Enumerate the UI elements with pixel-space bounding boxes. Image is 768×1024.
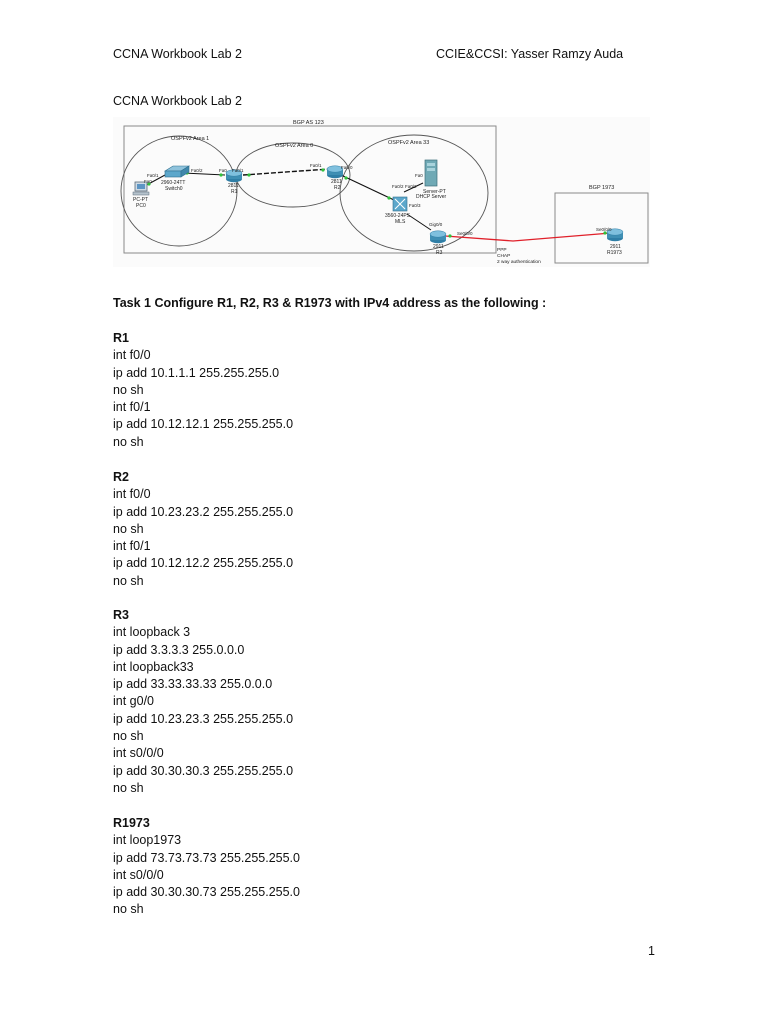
config-line: int f0/0	[113, 348, 151, 363]
port-label: Fa0	[219, 168, 227, 173]
config-block-r2	[113, 469, 293, 590]
r2-name: R2	[334, 185, 341, 191]
port-label: Fa0/2	[392, 184, 404, 189]
network-topology-diagram	[113, 117, 650, 267]
switch0-model: 2960-24TT	[161, 180, 186, 186]
config-line: no sh	[113, 780, 144, 795]
header-right: CCIE&CCSI: Yasser Ramzy Auda	[436, 47, 624, 61]
config-line: int f0/0	[113, 487, 151, 502]
r2-model: 2811	[331, 179, 342, 185]
config-line: int loop1973	[113, 833, 182, 848]
server-icon	[425, 160, 437, 186]
port-label: Fa0	[144, 179, 152, 184]
device-heading: R1973	[113, 816, 150, 830]
switch0-name: Switch0	[165, 186, 183, 192]
server-name: DHCP Server	[416, 194, 447, 200]
config-line: int f0/1	[113, 400, 151, 415]
pc0-name: PC0	[136, 203, 146, 209]
router-icon	[430, 231, 446, 243]
device-heading: R1	[113, 331, 129, 345]
multilayer-switch-icon	[393, 197, 407, 211]
device-heading: R2	[113, 470, 129, 484]
port-label: Fa0/1	[147, 173, 159, 178]
link-up-dot	[448, 234, 451, 237]
port-label: Fa0/2	[405, 184, 417, 189]
r1973-name: R1973	[607, 250, 622, 256]
config-line: ip add 10.23.23.2 255.255.255.0	[113, 504, 294, 519]
config-line: ip add 10.12.12.2 255.255.255.0	[113, 556, 294, 571]
task-heading: Task 1 Configure R1, R2, R3 & R1973 with IPv4 address as the following :	[113, 296, 547, 310]
port-label: Se0/0/0	[457, 231, 473, 236]
link-up-dot	[321, 168, 324, 171]
port-label: Se0/0/0	[596, 227, 612, 232]
port-label: Fa0/1	[310, 163, 322, 168]
link-up-dot	[247, 173, 250, 176]
device-heading: R3	[113, 608, 129, 622]
config-block-r3	[113, 607, 293, 797]
mls-name: MLS	[395, 219, 406, 225]
config-line: no sh	[113, 521, 144, 536]
ospf-area-33-label: OSPFv2 Area 33	[388, 140, 430, 146]
ospf-area-0-label: OSPFv2 Area 0	[275, 143, 314, 149]
config-line: ip add 30.30.30.3 255.255.255.0	[113, 763, 294, 778]
server-model: Server-PT	[423, 189, 446, 195]
r1-model: 2811	[228, 183, 239, 189]
config-line: ip add 73.73.73.73 255.255.255.0	[113, 850, 300, 865]
config-line: no sh	[113, 902, 144, 917]
config-line: ip add 10.23.23.3 255.255.255.0	[113, 711, 294, 726]
config-block-r1973	[113, 815, 300, 919]
bgp-as-label: BGP AS 123	[293, 120, 324, 126]
port-label: Fa0/0	[341, 165, 353, 170]
config-line: int loopback 3	[113, 625, 191, 640]
ospf-area-1-label: OSPFv2 Area 1	[171, 136, 210, 142]
config-line: ip add 10.12.12.1 255.255.255.0	[113, 417, 294, 432]
port-label: Gig0/0	[429, 222, 443, 227]
config-block-r1	[113, 330, 293, 451]
link-note-auth: 2 way authentication	[497, 260, 541, 265]
config-line: no sh	[113, 382, 144, 397]
port-label: Fa0/2	[191, 168, 203, 173]
link-up-dot	[344, 176, 347, 179]
mls-model: 3560-24PS	[385, 213, 411, 219]
bgp-1973-label: BGP 1973	[589, 185, 615, 191]
link-up-dot	[387, 196, 390, 199]
port-label: Fa0	[415, 173, 423, 178]
config-line: no sh	[113, 573, 144, 588]
link-up-dot	[219, 173, 222, 176]
r3-name: R3	[436, 250, 443, 256]
pc0-model: PC-PT	[133, 197, 148, 203]
config-line: ip add 33.33.33.33 255.0.0.0	[113, 677, 273, 692]
header-left: CCNA Workbook Lab 2	[113, 47, 242, 61]
config-line: no sh	[113, 434, 144, 449]
document-title: CCNA Workbook Lab 2	[113, 94, 242, 108]
config-line: int s0/0/0	[113, 746, 164, 761]
link-note-chap: CHAP	[497, 254, 511, 259]
port-label: Fa0/3	[409, 203, 421, 208]
link-note-ppp: PPP	[497, 248, 507, 253]
config-line: int loopback33	[113, 659, 194, 674]
config-line: ip add 10.1.1.1 255.255.255.0	[113, 365, 280, 380]
r3-model: 2911	[433, 244, 444, 250]
config-line: ip add 30.30.30.73 255.255.255.0	[113, 885, 300, 900]
config-line: int g0/0	[113, 694, 155, 709]
config-line: ip add 3.3.3.3 255.0.0.0	[113, 642, 245, 657]
r1973-model: 2911	[610, 244, 621, 250]
config-line: int s0/0/0	[113, 867, 164, 882]
page-number: 1	[648, 944, 655, 958]
r1-name: R1	[231, 189, 238, 195]
port-label: Fa0/1	[232, 168, 244, 173]
config-line: no sh	[113, 729, 144, 744]
config-line: int f0/1	[113, 539, 151, 554]
